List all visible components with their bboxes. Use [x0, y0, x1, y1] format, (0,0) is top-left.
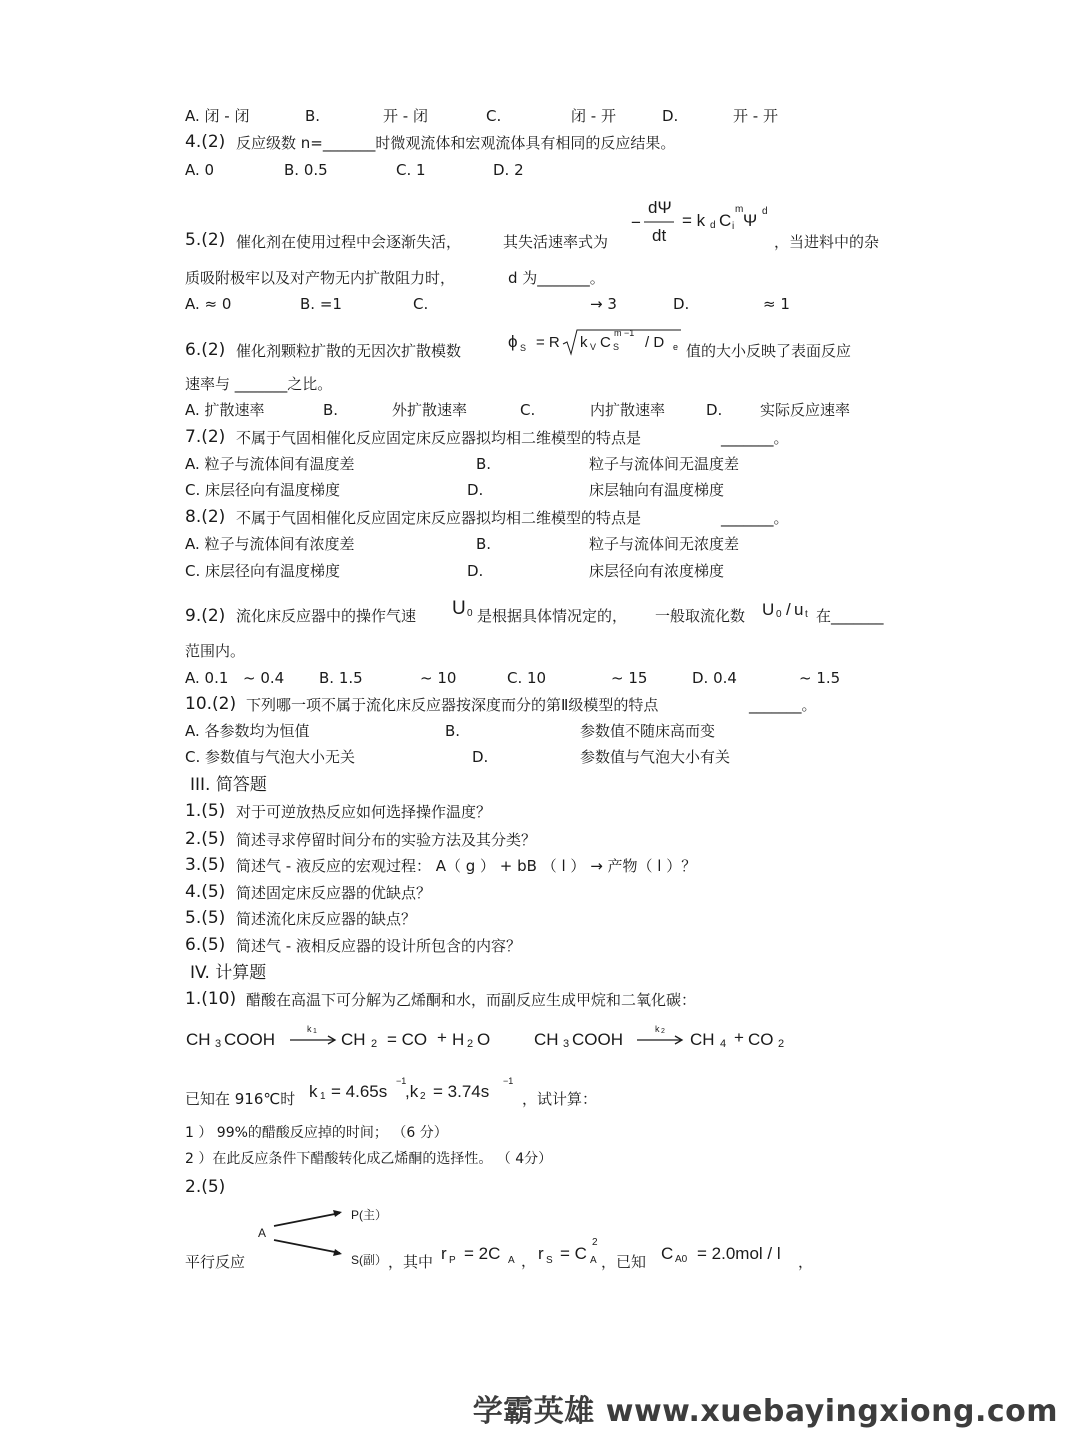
q3-option-c-letter: C. [486, 107, 502, 125]
q9-u0-symbol: U [452, 598, 466, 619]
q6-option-c: 内扩散速率 [590, 401, 666, 419]
q9-option-a-range: ~ 0.4 [243, 669, 285, 687]
q7-option-d-letter: D. [467, 481, 484, 499]
s4-p2-known: ，已知 [601, 1253, 647, 1271]
q9-option-d: D. 0.4 [692, 669, 737, 687]
arrow-to-P-icon [274, 1226, 275, 1227]
q8-option-b: 粒子与流体间无浓度差 [589, 535, 740, 553]
q9-option-c-range: ~ 15 [611, 669, 648, 687]
q8-number: 8.(2) [185, 507, 226, 527]
q9-text-3: 一般取流化数 [655, 607, 746, 625]
q5-option-d-letter: D. [673, 295, 690, 313]
q10-option-b: 参数值不随床高而变 [580, 722, 716, 740]
s4-p2-number: 2.(5) [185, 1177, 226, 1197]
q7-option-a: A. 粒子与流体间有温度差 [185, 455, 355, 473]
q9-text-2: 是根据具体情况定的， [477, 607, 628, 625]
q3-option-b-letter: B. [305, 107, 321, 125]
s4-p1-text: 醋酸在高温下可分解为乙烯酮和水，而副反应生成甲烷和二氧化碳： [246, 991, 697, 1009]
q10-option-d-letter: D. [472, 748, 489, 766]
q6-option-d-letter: D. [706, 401, 723, 419]
q5-text-3: ，当进料中的杂 [774, 233, 880, 251]
q8-option-b-letter: B. [476, 535, 492, 553]
s4-p1-given-2: ，试计算： [522, 1090, 598, 1108]
s3-q6-text: 简述气 - 液相反应器的设计所包含的内容？ [236, 937, 521, 955]
q6-option-a: A. 扩散速率 [185, 401, 265, 419]
q9-option-a: A. 0.1 [185, 669, 229, 687]
q4-option-c: C. 1 [396, 161, 426, 179]
s3-q5-number: 5.(5) [185, 908, 226, 928]
s4-p2-mid: ，其中 [388, 1253, 434, 1271]
s3-q3-text: 简述气 - 液反应的宏观过程： A（ g ） + bB （ l ） → 产物（ l ）？ [236, 857, 697, 875]
s4-p1-given: 已知在 916℃时 [185, 1090, 296, 1108]
q8-option-a: A. 粒子与流体间有浓度差 [185, 535, 355, 553]
q6-option-d: 实际反应速率 [760, 401, 851, 419]
arrow-to-S-icon [274, 1240, 275, 1241]
product-P: P(主） [351, 1208, 388, 1222]
section-3-title: III. 简答题 [190, 775, 267, 795]
q10-option-a: A. 各参数均为恒值 [185, 722, 310, 740]
q9-text: 流化床反应器中的操作气速 [236, 607, 417, 625]
q7-option-d: 床层轴向有温度梯度 [589, 481, 725, 499]
q7-blank: _______。 [721, 429, 789, 447]
q5-option-d: ≈ 1 [763, 295, 790, 313]
q7-option-c: C. 床层径向有温度梯度 [185, 481, 341, 499]
s3-q2-text: 简述寻求停留时间分布的实验方法及其分类？ [236, 831, 537, 849]
s3-q1-number: 1.(5) [185, 801, 226, 821]
s4-p2-pre: 平行反应 [185, 1253, 246, 1271]
q8-text: 不属于气固相催化反应固定床反应器拟均相二维模型的特点是 [236, 509, 642, 527]
s3-q3-number: 3.(5) [185, 855, 226, 875]
q3-option-d-letter: D. [662, 107, 679, 125]
q9-option-d-range: ~ 1.5 [799, 669, 841, 687]
q6-option-b: 外扩散速率 [392, 401, 468, 419]
q9-u0-subscript: 0 [467, 608, 473, 619]
q6-text: 催化剂颗粒扩散的无因次扩散模数 [236, 342, 462, 360]
q5-option-a: A. ≈ 0 [185, 295, 232, 313]
q3-option-d: 开 - 开 [733, 107, 778, 125]
q7-option-b: 粒子与流体间无温度差 [589, 455, 740, 473]
q9-text-4: 在_______ [816, 607, 884, 625]
q6-option-c-letter: C. [520, 401, 536, 419]
q3-option-c: 闭 - 开 [571, 107, 616, 125]
q9-option-c: C. 10 [507, 669, 547, 687]
s3-q5-text: 简述流化床反应器的缺点？ [236, 910, 417, 928]
s3-q4-number: 4.(5) [185, 882, 226, 902]
q5-number: 5.(2) [185, 230, 226, 250]
q7-option-b-letter: B. [476, 455, 492, 473]
s3-q1-text: 对于可逆放热反应如何选择操作温度？ [236, 803, 492, 821]
q8-option-c: C. 床层径向有温度梯度 [185, 562, 341, 580]
s3-q6-number: 6.(5) [185, 935, 226, 955]
q8-blank: _______。 [721, 509, 789, 527]
q9-number: 9.(2) [185, 606, 226, 626]
q5-line-2: 质吸附极牢以及对产物无内扩散阻力时， [185, 269, 456, 287]
q6-option-b-letter: B. [323, 401, 339, 419]
q4-option-a: A. 0 [185, 161, 215, 179]
q10-option-b-letter: B. [445, 722, 461, 740]
q5-option-b: B. =1 [300, 295, 342, 313]
q3-option-b: 开 - 闭 [383, 107, 428, 125]
sqrt-sign [563, 330, 564, 331]
q6-line-2: 速率与 _______之比。 [185, 375, 333, 393]
s3-q4-text: 简述固定床反应器的优缺点？ [236, 884, 432, 902]
q10-blank: _______。 [749, 696, 817, 714]
q10-option-c: C. 参数值与气泡大小无关 [185, 748, 356, 766]
q5-option-c: → 3 [590, 295, 617, 313]
q4-text: 反应级数 n=_______时微观流体和宏观流体具有相同的反应结果。 [236, 134, 676, 152]
q7-number: 7.(2) [185, 427, 226, 447]
q5-option-c-letter: C. [413, 295, 429, 313]
q4-option-b: B. 0.5 [284, 161, 328, 179]
q4-number: 4.(2) [185, 132, 226, 152]
q4-option-d: D. 2 [493, 161, 524, 179]
arrow-icon [290, 1040, 291, 1041]
q6-number: 6.(2) [185, 340, 226, 360]
q8-option-d-letter: D. [467, 562, 484, 580]
q5-line-2b: d 为_______。 [508, 269, 605, 287]
s3-q2-number: 2.(5) [185, 829, 226, 849]
q9-line-2: 范围内。 [185, 642, 246, 660]
site-watermark: 学霸英雄 www.xuebayingxiong.com [472, 1394, 1058, 1429]
arrow-icon [637, 1040, 638, 1041]
q6-text-after: 值的大小反映了表面反应 [686, 342, 852, 360]
species-A: A [258, 1226, 267, 1240]
section-4-title: IV. 计算题 [190, 963, 267, 983]
q5-text-1: 催化剂在使用过程中会逐渐失活， [236, 233, 462, 251]
q3-option-a: A. 闭 - 闭 [185, 107, 250, 125]
q10-text: 下列哪一项不属于流化床反应器按深度而分的第Ⅱ级模型的特点 [246, 696, 659, 714]
product-S: S(副） [351, 1253, 388, 1267]
s4-p1-subq1: 1 ） 99%的醋酸反应掉的时间； （6 分） [185, 1125, 448, 1141]
q7-text: 不属于气固相催化反应固定床反应器拟均相二维模型的特点是 [236, 429, 642, 447]
q9-option-b: B. 1.5 [319, 669, 363, 687]
q10-option-d: 参数值与气泡大小有关 [580, 748, 731, 766]
q8-option-d: 床层径向有浓度梯度 [589, 562, 725, 580]
fraction-bar [644, 222, 645, 223]
s4-p2-end: ， [798, 1253, 814, 1271]
q10-number: 10.(2) [185, 694, 237, 714]
s4-p1-subq2: 2 ）在此反应条件下醋酸转化成乙烯酮的选择性。 （ 4分） [185, 1151, 553, 1167]
q9-option-b-range: ~ 10 [420, 669, 457, 687]
q5-text-2: 其失活速率式为 [503, 233, 609, 251]
s4-p1-number: 1.(10) [185, 989, 237, 1009]
